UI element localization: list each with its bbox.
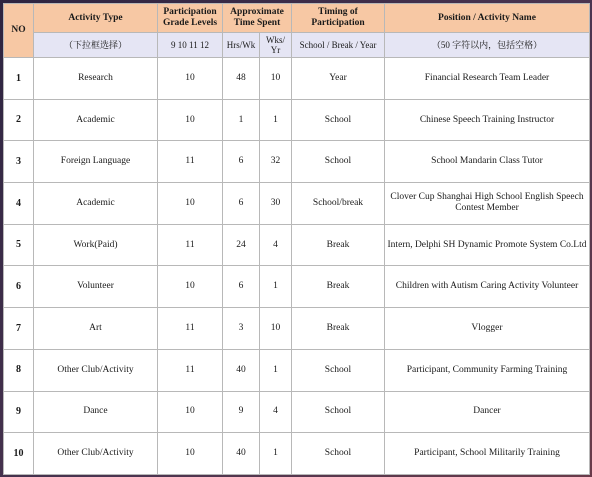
header-grade-levels: Participation Grade Levels bbox=[158, 4, 223, 33]
cell-hrs-wk: 9 bbox=[223, 391, 260, 433]
header-activity-type: Activity Type bbox=[34, 4, 158, 33]
cell-wks-yr: 1 bbox=[260, 99, 292, 141]
header-row bbox=[4, 4, 590, 33]
cell-hrs-wk: 48 bbox=[223, 58, 260, 100]
subheader-position: （50 字符以内，包括空格） bbox=[385, 33, 590, 58]
activities-table bbox=[3, 3, 590, 475]
row-no: 4 bbox=[4, 183, 34, 225]
cell-activity-type: Art bbox=[34, 308, 158, 350]
row-no: 2 bbox=[4, 99, 34, 141]
cell-timing: Break bbox=[292, 224, 385, 266]
cell-activity-type: Other Club/Activity bbox=[34, 433, 158, 475]
table-row bbox=[4, 349, 590, 391]
cell-grade: 11 bbox=[158, 349, 223, 391]
row-no: 3 bbox=[4, 141, 34, 183]
cell-timing: Break bbox=[292, 266, 385, 308]
cell-activity-type: Other Club/Activity bbox=[34, 349, 158, 391]
cell-wks-yr: 1 bbox=[260, 433, 292, 475]
row-no: 5 bbox=[4, 224, 34, 266]
table-row bbox=[4, 391, 590, 433]
cell-position: Participant, School Militarily Training bbox=[385, 433, 590, 475]
cell-timing: School bbox=[292, 391, 385, 433]
cell-position: School Mandarin Class Tutor bbox=[385, 141, 590, 183]
table-row bbox=[4, 99, 590, 141]
subheader-grade-levels: 9 10 11 12 bbox=[158, 33, 223, 58]
table-row bbox=[4, 141, 590, 183]
cell-grade: 10 bbox=[158, 391, 223, 433]
table-row bbox=[4, 58, 590, 100]
subheader-timing: School / Break / Year bbox=[292, 33, 385, 58]
cell-wks-yr: 10 bbox=[260, 308, 292, 350]
subheader-row bbox=[4, 33, 590, 58]
cell-activity-type: Volunteer bbox=[34, 266, 158, 308]
cell-hrs-wk: 6 bbox=[223, 141, 260, 183]
cell-timing: School bbox=[292, 99, 385, 141]
cell-grade: 10 bbox=[158, 58, 223, 100]
row-no: 1 bbox=[4, 58, 34, 100]
cell-grade: 10 bbox=[158, 433, 223, 475]
cell-activity-type: Dance bbox=[34, 391, 158, 433]
cell-timing: Year bbox=[292, 58, 385, 100]
cell-timing: School bbox=[292, 349, 385, 391]
row-no: 10 bbox=[4, 433, 34, 475]
cell-position: Participant, Community Farming Training bbox=[385, 349, 590, 391]
cell-grade: 11 bbox=[158, 308, 223, 350]
cell-grade: 10 bbox=[158, 99, 223, 141]
header-timing: Timing of Participation bbox=[292, 4, 385, 33]
cell-hrs-wk: 3 bbox=[223, 308, 260, 350]
cell-activity-type: Academic bbox=[34, 99, 158, 141]
row-no: 8 bbox=[4, 349, 34, 391]
header-no: NO bbox=[4, 4, 34, 58]
cell-wks-yr: 30 bbox=[260, 183, 292, 225]
cell-hrs-wk: 6 bbox=[223, 183, 260, 225]
cell-wks-yr: 1 bbox=[260, 349, 292, 391]
cell-grade: 11 bbox=[158, 224, 223, 266]
table-row bbox=[4, 433, 590, 475]
cell-wks-yr: 32 bbox=[260, 141, 292, 183]
row-no: 7 bbox=[4, 308, 34, 350]
cell-wks-yr: 1 bbox=[260, 266, 292, 308]
cell-timing: School/break bbox=[292, 183, 385, 225]
table-row bbox=[4, 224, 590, 266]
cell-activity-type: Research bbox=[34, 58, 158, 100]
cell-wks-yr: 4 bbox=[260, 391, 292, 433]
subheader-hrs-wk: Hrs/Wk bbox=[223, 33, 260, 58]
cell-activity-type: Work(Paid) bbox=[34, 224, 158, 266]
cell-grade: 10 bbox=[158, 266, 223, 308]
header-position: Position / Activity Name bbox=[385, 4, 590, 33]
cell-position: Chinese Speech Training Instructor bbox=[385, 99, 590, 141]
cell-wks-yr: 4 bbox=[260, 224, 292, 266]
cell-hrs-wk: 1 bbox=[223, 99, 260, 141]
table-row bbox=[4, 308, 590, 350]
header-time-spent: Approximate Time Spent bbox=[223, 4, 292, 33]
cell-position: Clover Cup Shanghai High School English Speech Contest Member bbox=[385, 183, 590, 225]
cell-position: Children with Autism Caring Activity Volunteer bbox=[385, 266, 590, 308]
row-no: 9 bbox=[4, 391, 34, 433]
subheader-activity-type: （下拉框选择） bbox=[34, 33, 158, 58]
table-row bbox=[4, 183, 590, 225]
cell-grade: 10 bbox=[158, 183, 223, 225]
cell-timing: Break bbox=[292, 308, 385, 350]
cell-timing: School bbox=[292, 433, 385, 475]
cell-hrs-wk: 24 bbox=[223, 224, 260, 266]
cell-timing: School bbox=[292, 141, 385, 183]
cell-position: Intern, Delphi SH Dynamic Promote System Co.Ltd bbox=[385, 224, 590, 266]
cell-hrs-wk: 40 bbox=[223, 433, 260, 475]
cell-position: Financial Research Team Leader bbox=[385, 58, 590, 100]
subheader-wks-yr: Wks/ Yr bbox=[260, 33, 292, 58]
cell-position: Dancer bbox=[385, 391, 590, 433]
cell-position: Vlogger bbox=[385, 308, 590, 350]
cell-activity-type: Foreign Language bbox=[34, 141, 158, 183]
cell-hrs-wk: 40 bbox=[223, 349, 260, 391]
cell-hrs-wk: 6 bbox=[223, 266, 260, 308]
cell-grade: 11 bbox=[158, 141, 223, 183]
cell-wks-yr: 10 bbox=[260, 58, 292, 100]
table-row bbox=[4, 266, 590, 308]
row-no: 6 bbox=[4, 266, 34, 308]
cell-activity-type: Academic bbox=[34, 183, 158, 225]
